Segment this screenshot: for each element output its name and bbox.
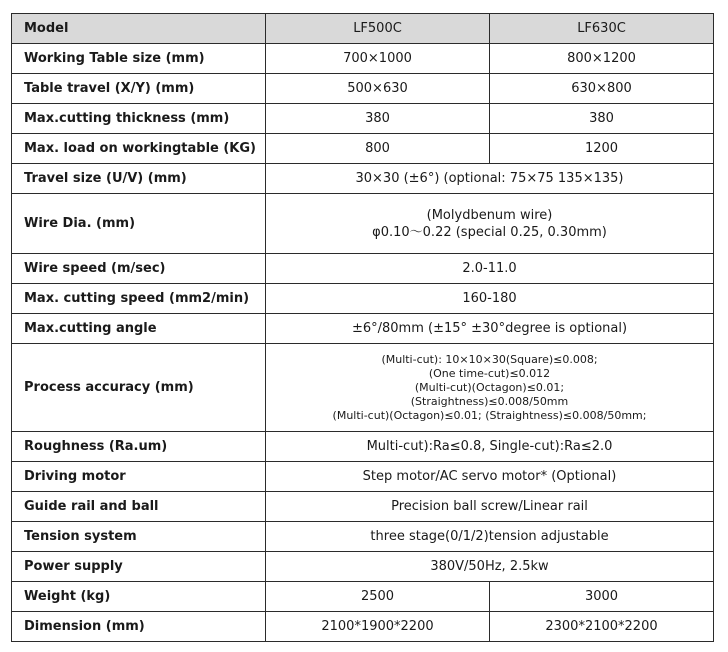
row-label: Driving motor [12, 462, 266, 492]
table-row [12, 492, 714, 522]
value-line: (Multi-cut)(Octagon)≤0.01; [414, 380, 565, 394]
row-value: three stage(0/1/2)tension adjustable [266, 522, 714, 552]
row-value: 380V/50Hz, 2.5kw [266, 552, 714, 582]
table-row [12, 552, 714, 582]
row-value: 700×1000 [266, 44, 490, 74]
header-row [12, 14, 714, 44]
row-value: ±6°/80mm (±15° ±30°degree is optional) [266, 314, 714, 344]
table-row [12, 254, 714, 284]
value-line: (One time-cut)≤0.012 [428, 366, 551, 380]
row-value: 800×1200 [490, 44, 714, 74]
value-line: φ0.10～0.22 (special 0.25, 0.30mm) [372, 224, 607, 240]
table-row [12, 284, 714, 314]
table-row [12, 522, 714, 552]
row-value: 2500 [266, 582, 490, 612]
row-label: Max. cutting speed (mm2/min) [12, 284, 266, 314]
row-value: 500×630 [266, 74, 490, 104]
row-value [266, 344, 714, 432]
value-line: (Straightness)≤0.008/50mm [410, 394, 569, 408]
row-value: 1200 [490, 134, 714, 164]
row-label: Wire Dia. (mm) [12, 194, 266, 254]
row-label: Power supply [12, 552, 266, 582]
value-line: (Multi-cut): 10×10×30(Square)≤0.008; [381, 352, 598, 366]
table-row [12, 432, 714, 462]
row-label: Tension system [12, 522, 266, 552]
table-row [12, 104, 714, 134]
value-line: (Molydbenum wire) [426, 207, 553, 223]
row-value [266, 194, 714, 254]
row-value: 160-180 [266, 284, 714, 314]
table-row [12, 164, 714, 194]
row-label: Table travel (X/Y) (mm) [12, 74, 266, 104]
row-value: 380 [266, 104, 490, 134]
row-value: 380 [490, 104, 714, 134]
table-row [12, 612, 714, 642]
spec-table [11, 13, 714, 642]
row-label: Max. load on workingtable (KG) [12, 134, 266, 164]
table-row [12, 194, 714, 254]
table-row [12, 314, 714, 344]
row-label: Max.cutting angle [12, 314, 266, 344]
row-label: Travel size (U/V) (mm) [12, 164, 266, 194]
row-label: Dimension (mm) [12, 612, 266, 642]
row-value: 630×800 [490, 74, 714, 104]
row-value: 3000 [490, 582, 714, 612]
row-value: 30×30 (±6°) (optional: 75×75 135×135) [266, 164, 714, 194]
row-label: Roughness (Ra.um) [12, 432, 266, 462]
table-row [12, 582, 714, 612]
header-model-2: LF630C [490, 14, 714, 44]
row-label: Process accuracy (mm) [12, 344, 266, 432]
row-value: 2.0-11.0 [266, 254, 714, 284]
header-model-1: LF500C [266, 14, 490, 44]
table-row [12, 462, 714, 492]
row-label: Guide rail and ball [12, 492, 266, 522]
row-value: 800 [266, 134, 490, 164]
table-row [12, 344, 714, 432]
header-label: Model [12, 14, 266, 44]
row-value: 2100*1900*2200 [266, 612, 490, 642]
row-value: 2300*2100*2200 [490, 612, 714, 642]
row-label: Max.cutting thickness (mm) [12, 104, 266, 134]
row-label: Wire speed (m/sec) [12, 254, 266, 284]
table-row [12, 44, 714, 74]
table-row [12, 74, 714, 104]
row-value: Multi-cut):Ra≤0.8, Single-cut):Ra≤2.0 [266, 432, 714, 462]
table-row [12, 134, 714, 164]
row-value: Precision ball screw/Linear rail [266, 492, 714, 522]
value-line: (Multi-cut)(Octagon)≤0.01; (Straightness)≤0.008/50mm; [332, 408, 647, 422]
row-label: Working Table size (mm) [12, 44, 266, 74]
row-label: Weight (kg) [12, 582, 266, 612]
row-value: Step motor/AC servo motor* (Optional) [266, 462, 714, 492]
